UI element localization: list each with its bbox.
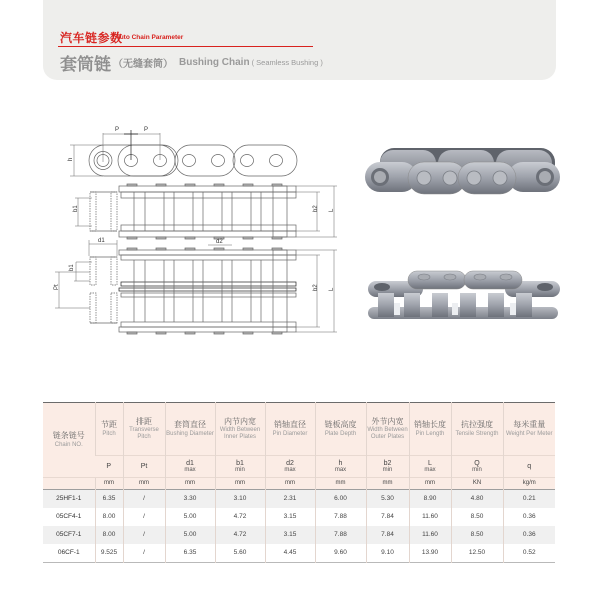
cell-pitch: 6.35: [95, 490, 123, 509]
cell-pitch: 8.00: [95, 508, 123, 526]
cell-inner-width: 4.72: [215, 526, 265, 544]
cell-inner-width: 3.10: [215, 490, 265, 509]
unit-plate-depth: mm: [315, 478, 366, 490]
unit-pin-length: mm: [409, 478, 451, 490]
subtitle-en: Bushing Chain: [179, 57, 250, 68]
sym-pin-diameter: d2 max: [265, 456, 315, 478]
chain-spec-table: [43, 402, 555, 563]
label-pt: Pt: [54, 284, 60, 290]
unit-bushing-diameter: mm: [165, 478, 215, 490]
table-row: [43, 490, 555, 509]
cell-bushing-diameter: 3.30: [165, 490, 215, 509]
cell-pin-length: 13.90: [409, 544, 451, 563]
cell-pin-length: 11.60: [409, 508, 451, 526]
cell-tensile-strength: 8.50: [451, 508, 503, 526]
col-header-weight: 每米重量 Weight Per Meter: [503, 403, 555, 456]
cell-pin-length: 8.90: [409, 490, 451, 509]
unit-chain-no: [43, 478, 95, 490]
col-header-bushing-diameter: 套筒直径 Bushing Diameter: [165, 403, 215, 456]
table-row: [43, 544, 555, 563]
cell-plate-depth: 7.88: [315, 526, 366, 544]
subtitle-en-paren: ( Seamless Bushing ): [251, 58, 323, 67]
cell-bushing-diameter: 5.00: [165, 526, 215, 544]
col-header-inner-width: 内节内宽 Width Between Inner Plates: [215, 403, 265, 456]
cell-inner-width: 4.72: [215, 508, 265, 526]
cell-plate-depth: 9.60: [315, 544, 366, 563]
sym-pin-length: L max: [409, 456, 451, 478]
label-p1: P: [115, 127, 120, 133]
section-title-cn: 汽车链参数: [60, 31, 123, 45]
sym-pitch: P: [95, 456, 123, 478]
col-header-chain-no: 链条链号 Chain NO.: [43, 403, 95, 478]
label-L-single: L: [329, 208, 335, 212]
cell-transverse-pitch: /: [123, 508, 165, 526]
cell-outer-width: 5.30: [366, 490, 409, 509]
table-row: [43, 508, 555, 526]
cell-outer-width: 7.84: [366, 526, 409, 544]
cell-plate-depth: 6.00: [315, 490, 366, 509]
cell-pitch: 9.525: [95, 544, 123, 563]
cell-bushing-diameter: 6.35: [165, 544, 215, 563]
label-b2-double: b2: [313, 284, 319, 291]
cell-pin-diameter: 4.45: [265, 544, 315, 563]
cell-chain-no: 25HF1-1: [43, 490, 95, 509]
cell-pitch: 8.00: [95, 526, 123, 544]
unit-tensile-strength: KN: [451, 478, 503, 490]
cell-tensile-strength: 4.80: [451, 490, 503, 509]
col-header-pin-diameter: 销轴直径 Pin Diameter: [265, 403, 315, 456]
label-d1: d1: [98, 238, 105, 244]
cell-weight: 0.36: [503, 508, 555, 526]
label-L-double: L: [329, 287, 335, 291]
label-p2: P: [144, 127, 149, 133]
sym-tensile-strength: Q min: [451, 456, 503, 478]
subtitle-cn-paren: （无缝套筒）: [113, 59, 173, 70]
cell-weight: 0.52: [503, 544, 555, 563]
unit-weight: kg/m: [503, 478, 555, 490]
table-header-names: [43, 403, 555, 456]
unit-pitch: mm: [95, 478, 123, 490]
bushing-chain-front-photo: [360, 140, 565, 210]
subtitle-cn: 套筒链: [60, 55, 111, 75]
table-header-symbols: [43, 456, 555, 478]
label-b2-single: b2: [313, 205, 319, 212]
col-header-pitch: 节距 Pitch: [95, 403, 123, 456]
single-strand-side-view: [75, 184, 337, 239]
cell-pin-diameter: 3.15: [265, 526, 315, 544]
label-b1-double: b1: [69, 264, 75, 271]
label-b1-single: b1: [73, 205, 79, 212]
cell-transverse-pitch: /: [123, 544, 165, 563]
double-strand-side-view: [55, 240, 337, 334]
col-header-transverse-pitch: 排距 Transverse Pitch: [123, 403, 165, 456]
title-underline: [58, 46, 313, 47]
cell-weight: 0.21: [503, 490, 555, 509]
col-header-tensile-strength: 抗拉强度 Tensile Strength: [451, 403, 503, 456]
unit-pin-diameter: mm: [265, 478, 315, 490]
cell-plate-depth: 7.88: [315, 508, 366, 526]
sym-inner-width: b1 min: [215, 456, 265, 478]
unit-outer-width: mm: [366, 478, 409, 490]
cell-transverse-pitch: /: [123, 490, 165, 509]
sym-weight: q: [503, 456, 555, 478]
cell-weight: 0.36: [503, 526, 555, 544]
table-header-units: [43, 478, 555, 490]
label-h: h: [68, 157, 74, 161]
cell-outer-width: 7.84: [366, 508, 409, 526]
cell-tensile-strength: 12.50: [451, 544, 503, 563]
unit-transverse-pitch: mm: [123, 478, 165, 490]
product-subtitle: [60, 50, 323, 75]
unit-inner-width: mm: [215, 478, 265, 490]
section-title-en: Auto Chain Parameter: [115, 34, 184, 41]
sym-plate-depth: h max: [315, 456, 366, 478]
cell-pin-diameter: 2.31: [265, 490, 315, 509]
col-header-outer-width: 外节内宽 Width Between Outer Plates: [366, 403, 409, 456]
cell-pin-length: 11.60: [409, 526, 451, 544]
cell-chain-no: 05CF7-1: [43, 526, 95, 544]
sym-transverse-pitch: Pt: [123, 456, 165, 478]
col-header-plate-depth: 链板高度 Plate Depth: [315, 403, 366, 456]
cell-chain-no: 06CF-1: [57, 548, 80, 556]
sym-bushing-diameter: d1 max: [165, 456, 215, 478]
sym-outer-width: b2 min: [366, 456, 409, 478]
bushing-chain-side-photo: [360, 265, 565, 325]
cell-outer-width: 9.10: [366, 544, 409, 563]
plate-top-view: [70, 130, 297, 176]
label-d2: d2: [216, 239, 223, 245]
cell-transverse-pitch: /: [123, 526, 165, 544]
cell-inner-width: 5.60: [215, 544, 265, 563]
table-row: [43, 526, 555, 544]
cell-pin-diameter: 3.15: [265, 508, 315, 526]
cell-chain-no: 05CF4-1: [56, 512, 82, 520]
chain-technical-drawing: [40, 110, 350, 340]
cell-bushing-diameter: 5.00: [165, 508, 215, 526]
col-header-pin-length: 销轴长度 Pin Length: [409, 403, 451, 456]
cell-tensile-strength: 8.50: [451, 526, 503, 544]
